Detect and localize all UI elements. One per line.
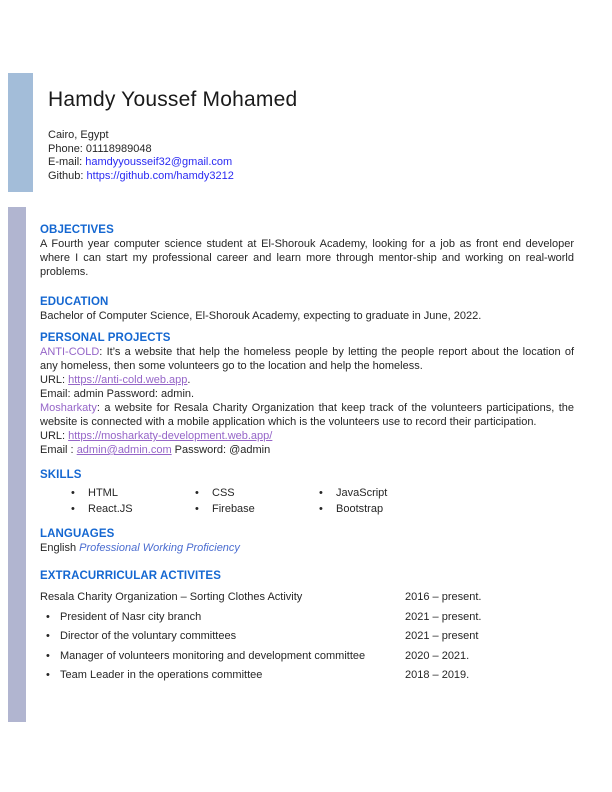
url-label: URL: (40, 430, 69, 442)
bullet-icon: • (71, 487, 75, 499)
section-title-skills: SKILLS (40, 469, 82, 481)
skills-row (40, 486, 574, 502)
resume-body (40, 217, 574, 686)
skill-item (71, 486, 195, 502)
contact-email-line (48, 156, 297, 170)
skill-label: Bootstrap (336, 502, 384, 515)
mosharkaty-email-link[interactable]: admin@admin.com (76, 444, 172, 456)
project-anticold-url-line (40, 373, 574, 387)
skill-item (319, 486, 387, 502)
project-mosharkaty-description (40, 401, 574, 429)
header-accent-bar (8, 73, 33, 192)
mosharkaty-url-link[interactable]: https://mosharkaty-development.web.app/ (68, 430, 273, 442)
contact-location: Cairo, Egypt (48, 129, 109, 141)
extracurricular-row (40, 588, 574, 608)
activity-date: 2020 – 2021. (405, 649, 470, 662)
bullet-icon: • (46, 610, 50, 623)
activity-date: 2021 – present. (405, 610, 482, 623)
bullet-icon: • (195, 487, 199, 499)
skill-label: HTML (88, 487, 118, 499)
activity-text: Resala Charity Organization – Sorting Clothes Activity (40, 591, 303, 603)
email-label: Email : (40, 444, 77, 456)
activity-text (40, 627, 405, 647)
section-title-education: EDUCATION (40, 296, 109, 308)
phone-label: Phone: (48, 142, 86, 155)
contact-github-line (48, 170, 297, 184)
language-line (40, 541, 574, 555)
project-mosharkaty-name: Mosharkaty (40, 402, 97, 414)
extracurricular-list (40, 588, 574, 686)
password-text: Password: @admin (171, 444, 271, 456)
activity-text (40, 608, 405, 628)
project-anticold-text: : It’s a website that help the homeless people by letting the people report about the location of any homeless, then some volunteers go to the location and help the homeless. (40, 346, 574, 372)
extracurricular-row (40, 608, 574, 628)
section-title-objectives: OBJECTIVES (40, 224, 114, 236)
url-label: URL: (40, 374, 69, 386)
activity-text (40, 666, 405, 686)
activity-date: 2016 – present. (405, 591, 482, 603)
project-mosharkaty-url-line (40, 429, 574, 443)
github-link[interactable]: https://github.com/hamdy3212 (86, 169, 234, 182)
project-mosharkaty-credentials (40, 443, 574, 457)
skill-label: CSS (212, 487, 235, 499)
skills-list (40, 486, 574, 517)
section-title-languages: LANGUAGES (40, 528, 115, 540)
person-name: Hamdy Youssef Mohamed (48, 88, 298, 111)
side-accent-bar (8, 207, 26, 722)
resume-header (48, 88, 297, 183)
bullet-icon: • (46, 669, 50, 682)
contact-block (48, 129, 297, 183)
activity-text (40, 647, 405, 667)
anticold-url-link[interactable]: https://anti-cold.web.app (68, 374, 188, 386)
project-mosharkaty-text: : a website for Resala Charity Organization that keep track of the volunteers participations, the website is connected with a mobile application which is the volunteers use to record their participation. (40, 402, 574, 428)
extracurricular-row (40, 666, 574, 686)
skill-label: JavaScript (336, 487, 388, 499)
objectives-text: A Fourth year computer science student at El-Shorouk Academy, looking for a job as front end developer where I can start my professional career and learn more through mentor-ship and working on real-world problems. (40, 238, 574, 278)
activity-label: President of Nasr city branch (60, 610, 202, 623)
section-title-projects: PERSONAL PROJECTS (40, 332, 171, 344)
phone-number: 01118989048 (85, 142, 152, 155)
github-label: Github: (48, 169, 87, 182)
language-name: English (40, 542, 80, 554)
url-suffix: . (187, 374, 191, 386)
bullet-icon: • (319, 487, 323, 499)
skill-item (195, 502, 319, 518)
bullet-icon: • (46, 649, 50, 662)
skill-item (71, 502, 195, 518)
extracurricular-row (40, 647, 574, 667)
activity-date: 2018 – 2019. (405, 669, 470, 682)
contact-phone-line (48, 143, 297, 157)
section-title-extracurricular: EXTRACURRICULAR ACTIVITES (40, 570, 221, 582)
project-anticold-name: ANTI-COLD (40, 346, 100, 358)
skill-item (319, 502, 383, 518)
skills-row (40, 502, 574, 518)
activity-label: Director of the voluntary committees (60, 630, 237, 643)
activity-label: Team Leader in the operations committee (60, 669, 263, 682)
bullet-icon: • (319, 502, 323, 515)
extracurricular-row (40, 627, 574, 647)
bullet-icon: • (46, 630, 50, 643)
activity-date: 2021 – present (405, 630, 479, 643)
project-anticold-credentials: Email: admin Password: admin. (40, 388, 195, 400)
skill-label: Firebase (212, 502, 255, 515)
skill-label: React.JS (88, 502, 133, 515)
activity-label: Manager of volunteers monitoring and development committee (60, 649, 366, 662)
skill-item (195, 486, 319, 502)
bullet-icon: • (195, 502, 199, 515)
bullet-icon: • (71, 502, 75, 515)
language-proficiency: Professional Working Proficiency (79, 542, 240, 554)
project-anticold-description (40, 345, 574, 373)
email-label: E-mail: (48, 156, 86, 168)
education-text: Bachelor of Computer Science, El-Shorouk Academy, expecting to graduate in June, 2022. (40, 310, 482, 322)
email-link[interactable]: hamdyyousseif32@gmail.com (85, 156, 233, 168)
